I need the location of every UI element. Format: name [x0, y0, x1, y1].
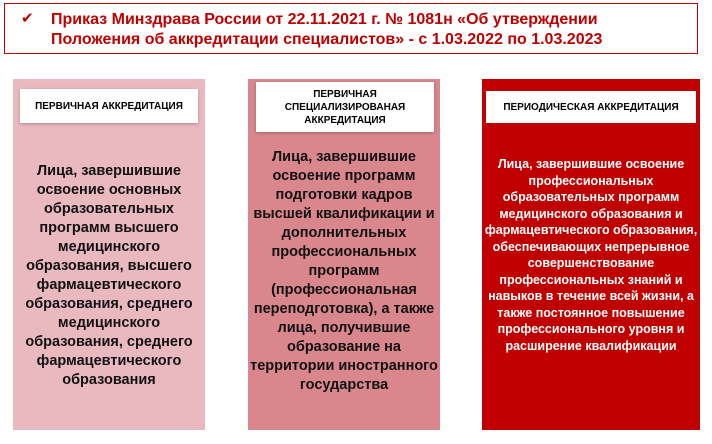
- column-periodic-title: ПЕРИОДИЧЕСКАЯ АККРЕДИТАЦИЯ: [485, 90, 697, 124]
- column-periodic-body: [482, 138, 700, 430]
- checkmark-icon: ✔: [21, 10, 34, 27]
- column-specialized-title: ПЕРВИЧНАЯ СПЕЦИАЛИЗИРОВАНАЯ АККРЕДИТАЦИЯ: [256, 82, 434, 132]
- column-primary-title: ПЕРВИЧНАЯ АККРЕДИТАЦИЯ: [20, 89, 198, 123]
- column-primary-body: [13, 138, 205, 430]
- column-specialized-body: [248, 138, 440, 430]
- order-banner: [4, 3, 698, 54]
- order-title: Приказ Минздрава России от 22.11.2021 г. № 1081н «Об утверждении Положения об аккредитации специалистов» - с 1.03.2022 по 1.03.2023: [51, 11, 603, 48]
- column-specialized-body-text: Лица, завершившие освоение программ подготовки кадров высшей квалификации и дополнительных профессиональных программ (профессиональная переподготовка), а также лица, получившие образование на территории иностранного государства: [250, 149, 438, 393]
- column-periodic-body-text: Лица, завершившие освоение профессиональных образовательных программ медицинского образования и фармацевтического образования, обеспечивающих непрерывное совершенствование профессиональных знаний и навыков в течение всей жизни, а также постоянное повышение профессионального уровня и расширение квалификации: [484, 157, 698, 353]
- column-primary-body-text: Лица, завершившие освоение основных образовательных программ высшего медицинского образования, высшего фармацевтического образования, среднего медицинского образования, среднего фармацевтического образования: [25, 163, 193, 388]
